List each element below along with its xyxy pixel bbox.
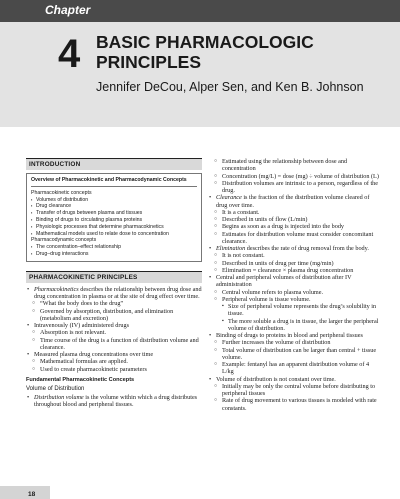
chapter-title-line2: PRINCIPLES [96, 52, 202, 72]
list-item: • Measured plasma drug concentrations over time [26, 351, 202, 358]
pd-concepts-heading: Pharmacodynamic concepts [31, 237, 97, 244]
list-item: ○ Rate of drug movement to various tissues is modeled with rate constants. [208, 397, 380, 412]
term: Clearance [216, 194, 242, 202]
list-item: ○ It is a constant. [208, 209, 380, 216]
list-item: ▪ Transfer of drugs between plasma and tissues [31, 210, 197, 217]
chapter-title [96, 32, 314, 72]
list-item: ○ Time course of the drug is a function of distribution volume and clearance. [26, 337, 202, 352]
list-item: ○ Begins as soon as a drug is injected into the body [208, 223, 380, 230]
list-item [208, 245, 380, 252]
fundamental-concepts-heading: Fundamental Pharmacokinetic Concepts [26, 376, 135, 383]
list-item: ○ Described in units of drug per time (mg/min) [208, 260, 380, 267]
term: Elimination [216, 245, 246, 252]
list-item: ▪ Physiologic processes that determine pharmacokinetics [31, 224, 197, 231]
list-text: describes the rate of drug removal from the body. [245, 245, 369, 252]
list-item: • Intravenously (IV) administered drugs [26, 322, 202, 329]
pk-concepts-heading: Pharmacokinetic concepts [31, 189, 92, 196]
list-item: ▪ The more soluble a drug is in tissue, the larger the peripheral volume of distribution. [208, 318, 380, 333]
list-item: ▪ Binding of drugs to circulating plasma proteins [31, 217, 197, 224]
list-item: ○ Mathematical formulas are applied. [26, 358, 202, 365]
list-item: ○ Peripheral volume is tissue volume. [208, 296, 380, 303]
vod-body [26, 394, 202, 409]
list-item: ○ Concentration (mg/L) = dose (mg) ÷ volume of distribution (L) [208, 173, 380, 180]
list-item: ○ Used to create pharmacokinetic parameters [26, 366, 202, 373]
list-item: ○ “What the body does to the drug” [26, 300, 202, 307]
list-item: ○ Absorption is not relevant. [26, 329, 202, 336]
list-item: ○ Governed by absorption, distribution, and elimination (metabolism and excretion) [26, 308, 202, 323]
term: Pharmacokinetics [34, 285, 79, 293]
chapter-number: 4 [58, 32, 81, 76]
list-item: ○ Example: fentanyl has an apparent distribution volume of 4 L/kg [208, 361, 380, 376]
footer-band [0, 486, 50, 499]
list-item: ○ It is not constant. [208, 252, 380, 259]
list-item: ○ Distribution volumes are intrinsic to a person, regardless of the drug. [208, 180, 380, 195]
list-item: ▪ Size of peripheral volume represents the drug’s solubility in tissue. [208, 303, 380, 318]
list-item: • Central and peripheral volumes of distribution after IV administration [208, 274, 380, 289]
list-text: is the volume within which a drug distributes throughout blood and peripheral tissues. [34, 393, 198, 409]
chapter-authors: Jennifer DeCou, Alper Sen, and Ken B. Johnson [96, 80, 364, 94]
pk-principles-body [26, 286, 202, 373]
right-column [208, 158, 380, 412]
list-item: ○ Total volume of distribution can be larger than central + tissue volume. [208, 347, 380, 362]
list-text: is the fraction of the distribution volume cleared of drug over time. [216, 194, 370, 209]
list-item: ○ Estimates for distribution volume must consider concomitant clearance. [208, 231, 380, 246]
list-item: ▪ Drug–drug interactions [31, 251, 197, 258]
page-number: 18 [28, 491, 36, 498]
list-item [208, 194, 380, 209]
overview-box [26, 173, 202, 262]
list-item [26, 286, 202, 301]
list-item: ○ Elimination = clearance × plasma drug concentration [208, 267, 380, 274]
list-item: ▪ Drug clearance [31, 203, 197, 210]
introduction-heading: INTRODUCTION [26, 158, 202, 170]
list-item: ▪ Mathematical models used to relate dose to concentration [31, 231, 197, 238]
list-item: • Binding of drugs to proteins in blood and peripheral tissues [208, 332, 380, 339]
term: Distribution volume [34, 393, 84, 401]
volume-of-distribution-heading: Volume of Distribution [26, 385, 85, 392]
list-item: ○ Central volume refers to plasma volume. [208, 289, 380, 296]
list-item: ○ Initially may be only the central volume before distributing to peripheral tissues [208, 383, 380, 398]
list-item: ○ Further increases the volume of distribution [208, 339, 380, 346]
pk-principles-heading: PHARMACOKINETIC PRINCIPLES [26, 271, 202, 283]
chapter-label: Chapter [45, 3, 91, 17]
list-item: ○ Described in units of flow (L/min) [208, 216, 380, 223]
list-item: ○ Estimated using the relationship between dose and concentration [208, 158, 380, 173]
list-text: describes the relationship between drug dose and drug concentration in plasma or at the site of drug effect over time. [34, 285, 202, 301]
left-column [26, 158, 202, 408]
overview-title: Overview of Pharmacokinetic and Pharmacodynamic Concepts [31, 177, 197, 187]
list-item [26, 394, 202, 409]
chapter-title-line1: BASIC PHARMACOLOGIC [96, 32, 314, 52]
list-item: ▪ The concentration–effect relationship [31, 244, 197, 251]
list-item: • Volume of distribution is not constant over time. [208, 376, 380, 383]
list-item: ▪ Volumes of distribution [31, 197, 197, 204]
